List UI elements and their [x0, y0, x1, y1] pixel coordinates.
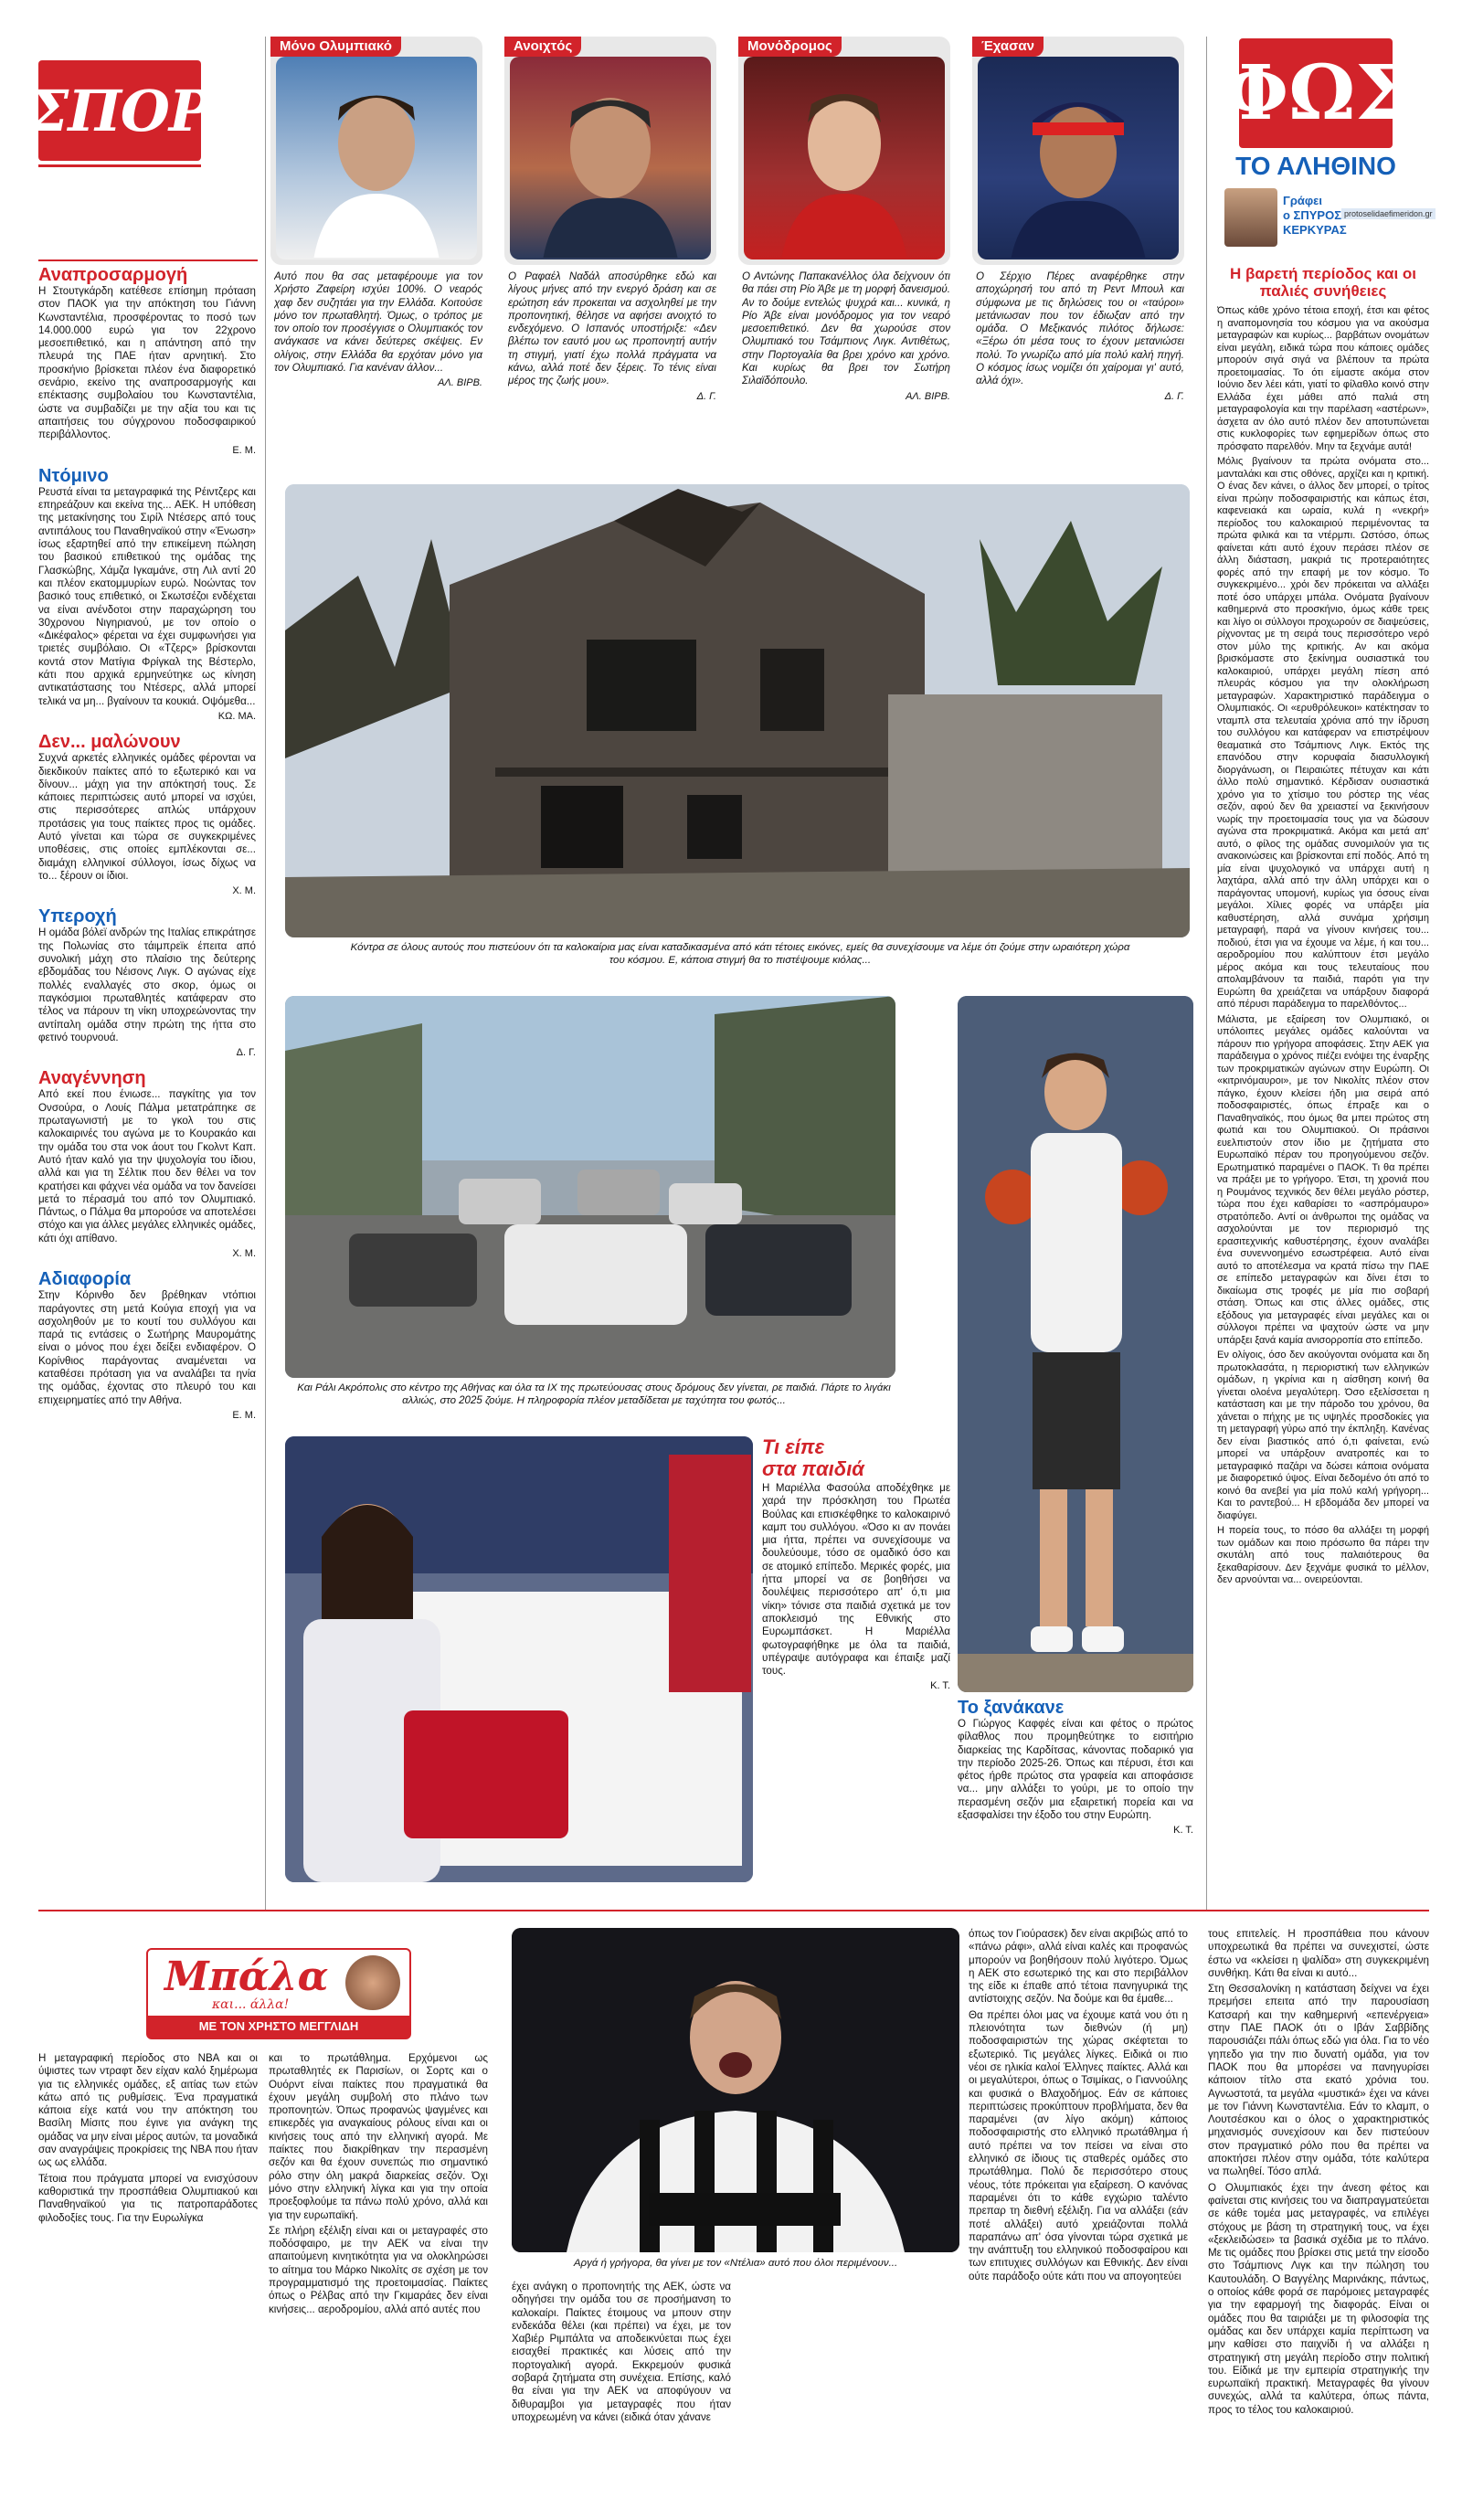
fire-caption: Κόντρα σε όλους αυτούς που πιστεύουν ότι τα καλοκαίρια μας είναι καταδικασμένα από κάτι τέτοιες εικόνες, εμείς θα συνεχίσουμε να λέμε ότι ζούμε στην ωραιότερη χώρα του κόσμου. Ε, κάποια στιγμή θα το πιστέψουμε κιόλας...: [350, 942, 1130, 966]
mini-tag-4: Έχασαν: [972, 37, 1044, 57]
left-sig-2: ΚΩ. ΜΑ.: [217, 710, 256, 722]
left-body-2: Ρευστά είναι τα μεταγραφικά της Ρέιντζερς και επηρεάζουν και εκείνα της... ΑΕΚ. Η υπόθεση της μετακίνησης του Σιρίλ Ντέσερς από τους αντιπάλους του Παναθηναϊκού στην «Ένωση» ίσως εξαρτηθεί από την επικείμενη πώληση του βασικού επιθετικού της ομάδας της Γλασκώβης, Χάμζα Ιγκαμάνε, στη Λιλ αντί 20 και πλέον εκατομμυρίων ευρώ. Νοώντας τον βασικό τους επιθετικό, οι Σκωτσέζοι ενδέχεται να είναι ανένδοτοι στην παραχώρηση του 30χρονου Νιγηριανού, με τον οποίο ο «Δικέφαλος» φέρεται να έχει συμφωνήσει για τριετές συμβόλαιο. Οι «Τζερς» βρίσκονται κοντά στον Ματίγια Φρίγκαλ της Βέστερλο, κάτι που αρχικά ερμηνεύτηκε ως κίνηση αντικατάστασης του Ντέσερς, αλλά μπορεί τελικά να μη... βγαίνουν τα κουκιά. Οψόμεθα...: [38, 485, 256, 707]
left-item-5: [38, 1068, 256, 1260]
mpala-c3: έχει ανάγκη ο προπονητής της ΑΕΚ, ώστε να οδηγήσει την ομάδα του σε προσήμανση το καλοκαίρι. Παίκτες έτοιμους να μπουν στην ενδεκάδα θέλει (και πρέπει) να έχει, με τον Χαβιέρ Ριμπάλτα να αποδεικνύεται πως έχει εισαχθεί πρακτικές και λύσεις από την πορτογαλική αγορά. Εκκρεμούν φυσικά σοβαρά ζητήματα στη συνέχεια. Επίσης, καλό θα είναι για την ΑΕΚ να αποφύγουν να διθυραμβοι για μεταγραφές που ήταν υποχρεωμένη να κάνει (ειδικά όταν χάνανε: [512, 2281, 731, 2423]
mini-box-3: [738, 37, 950, 265]
mpala-col-3: [512, 2281, 731, 2509]
left-text-2: [38, 486, 256, 723]
left-text-3: [38, 752, 256, 897]
left-head-3: Δεν... μαλώνουν: [38, 732, 181, 753]
alithino-title: ΤΟ ΑΛΗΘΙΝΟ: [1235, 152, 1396, 180]
xanakane-body: Ο Γιώργος Καφφές είναι και φέτος ο πρώτος φίλαθλος που προμηθεύτηκε το εισιτήριο διαρκείας της Καρδίτσας, κάνοντας ποδαρικό για την περίοδο 2025-26. Όπως και πέρυσι, έτσι και φέτος ήρθε πρώτος στα γραφεία και αποφάσισε να... μην αλλάξει το γούρι, με το οποίο την περασμένη σεζόν μια εξαιρετική πορεία και να εξασφαλίσει την έξοδο του στην Ευρώπη.: [958, 1718, 1193, 1822]
mpala-col-2: [269, 2052, 488, 2509]
left-body-5: Από εκεί που ένιωσε... παγκίτης για τον Ονσούρα, ο Λουίς Πάλμα μετατράπηκε σε πρωταγωνιστή με το γκολ του στις καλοκαιρινές του αγώνα με το Κουρακάο και την ομάδα του στα νοκ άουτ του Γκολντ Καπ. Αυτό ήταν καλό για την ψυχολογία του ίδιου, αλλά και για τη Σέλτικ που δεν θέλει να τον κρατήσει και φάχνει νέα ομάδα να τον δανείσει μετά το πέρασμά του από τον Ολυμπιακό. Πάντως, ο Πάλμα θα μπορούσε να αποτελέσει στόχο και για άλλες μεγάλες ελληνικές ομάδες, κάτι όχι απίθανο.: [38, 1088, 256, 1244]
fos-logo: [1223, 38, 1409, 148]
tipe-text: [762, 1482, 950, 1866]
fos-logo-text: ΦΩΣ: [1223, 49, 1409, 137]
mini-body-1: Αυτό που θα σας μεταφέρουμε για τον Χρήστο Ζαφείρη ισχύει 100%. Ο νεαρός χαφ δεν συζητάει για την Ελλάδα. Κοιτούσε μόνο τον πρωταθλητή. Όμως, ο τρόπος με τον οποίο τον προσέγγισε ο Ολυμπιακός τον ανάγκασε να κάνει δεύτερες σκέψεις. Εν ολίγοις, στην Ελλάδα θα ερχόταν μόνο για τον Ολυμπιακό. Για κανέναν άλλον...: [274, 270, 482, 375]
left-item-3: [38, 732, 256, 897]
mpala-avatar: [345, 1955, 400, 2010]
mpala-logo-title: Μπάλα: [164, 1954, 329, 2000]
mpala-c1: Η μεταγραφική περίοδος στο NBA και οι ύψιστες των ντραφτ δεν είχαν καλό ξημέρωμα για τις ελληνικές ομάδες, εξ αιτίας των ετών κάτω από τις ρυθμίσεις. Ένα πραγματικά κάποια είχε κατά νου την απόκτηση του Βασίλη Μίσιτς που έγινε για ανάγκη της ομάδας να μην είναι μέρος αυτών, τα μοναδικά σαν αναγράψεις προκρίσεις της NBA που ήταν ως ως ελλάδα.: [38, 2052, 258, 2169]
mini-body-4: Ο Σέρχιο Πέρες αναφέρθηκε στην αποχώρησή του από τη Ρεντ Μπουλ και σύμφωνα με τις δηλώσεις του οι «ταύροι» μετάνιωσαν που τον έδιωξαν από την ομάδα. Ο Μεξικανός πιλότος δήλωσε: «Ξέρω ότι μέσα τους το έχουν μετανιώσει πολύ. Το γνωρίζω από μία πολύ καλή πηγή. Ο κόσμος ίσως νομίζει ότι χαίρομαι γι' αυτό, αλλά όχι».: [976, 270, 1184, 387]
tipe-body: Η Μαριέλλα Φασούλα αποδέχθηκε με χαρά την πρόσκληση του Πρωτέα Βούλας και επισκέφθηκε το καλοκαιρινό καμπ του συλλόγου. «Όσο κι αν πονάει μια ήττα, πρέπει να συνεχίσουμε να δουλεύουμε, τόσο σε ομαδικό όσο και σε ατομικό επίπεδο. Μερικές φορές, μια ήττα μπορεί να σε βοηθήσει να δουλέψεις περισσότερο απ' ό,τι μια νίκη» τόνισε στα παιδιά σχετικά με τον αποκλεισμό της Εθνικής στο Ευρωμπάσκετ. Η Μαριέλλα φωτογραφήθηκε με όλα τα παιδιά, υπέγραψε αυτόγραφα και έπαιξε μαζί τους.: [762, 1482, 950, 1678]
right-head: Η βαρετή περίοδος και οι παλιές συνήθειες: [1230, 265, 1416, 300]
right-p2: Μόλις βγαίνουν τα πρώτα ονόματα στο... μανταλάκι και στις οθόνες, αρχίζει και η κριτική. Ο ένας δεν κάνει, ο άλλος δεν μπορεί, ο τρίτος είναι πρώην ποδοσφαιριστής και κάπως έτσι, καφενειακά και ωραία, κυλά η «νεκρή» περίοδος του καλοκαιριού περιμένοντας τα πρώτα φιλικά και τα ντέρμπι. Ωστόσο, όπως φαίνεται κάτι αυτό έχουν περάσει πλέον σε άλλη διάσταση, μακριά τις προτεραιότητες φορές από την επαφή με τον κόσμο. Το συγκεκριμένο... χρόι δεν πρόκειται να αλλάξει ποτέ όσο υπάρχει μπάλα. Ονόματα βγαίνουν καθημερινά στο προσκήνιο, όμως κάθε τρεις και λίγο οι σύλλογοι προχωρούν σε διαψεύσεις, ρίχνοντας με τη σειρά τους περισσότερο νερό στον μύλο της κριτικής. Αν και ακόμα βρισκόμαστε στο ξεκίνημα ουσιαστικά του καλοκαιριού, υπάρχει μεγάλη πίεση από πλευράς κόσμου για την ολοκλήρωση μεταγραφών. Χαρακτηριστικό παράδειγμα ο Ολυμπιακός. Οι «ερυθρόλευκοι» κατέκτησαν το νταμπλ στα τελευταία χρόνια από την ίδρυση του συλλόγου και κατάφεραν να επιστρέψουν θεαματικά στο Τσάμπιονς Λιγκ. Εκτός της επανόδου στην κορυφαία διασυλλογική διοργάνωση, οι Πειραιώτες πέτυχαν και κάτι άλλο πολύ σημαντικό. Κέρδισαν ουσιαστικά χρόνο για το χτίσιμο του ρόστερ της νέας σεζόν, αφού δεν θα χρειαστεί να ξεκινήσουν νωρίς την προετοιμασία τους για να δώσουν αγώνα στα προκριματικά. Ακόμα και μετά απ' αυτό, ο φίλος της ομάδας συνομιλούν για τις ανακοινώσεις και βρίσκονται επί ποδός. Από τη μία είναι ψυχολογικό να υπάρχει αυτή η λαχτάρα, αλλά από την άλλη υπάρχει και ο παράγοντας υπομονή, κυρίως για όσους είναι μεγάλοι. Χίλιες φορές να υπάρξει μία καθυστέρηση, αλλά συνάμα χρήσιμη μεταγραφή, παρά να γίνουν κινήσεις του... ποδιού, έτσι για να έχουμε να λέμε, ή και του... αεροδρομίου που καλύπτουν έτσι μεγάλο μέρος ακόμα και τους τελευταίους που απολαμβάνουν τα παιδιά, παρότι για την Ευρώπη θα χρειάζεται να υπάρξουν διαφορά από πέρυσι παράδειγμα το παρελθόντος...: [1217, 456, 1429, 1010]
separator-right: [1206, 37, 1207, 1910]
author-avatar: [1224, 188, 1277, 247]
left-sig-6: Ε. Μ.: [232, 1409, 256, 1421]
left-body-3: Συχνά αρκετές ελληνικές ομάδες φέρονται να διεκδικούν παίκτες από το εξωτερικό και να δίνουν... μάχη για την απόκτησή τους. Σε κάποιες περιπτώσεις αυτό μπορεί να ισχύει, στις περισσότερες απλώς υπάρχουν προτάσεις για τους παίκτες προς τις ομάδες. Αυτό γίνεται και τώρα σε συγκεκριμένες υποθέσεις, στις οποίες εμπλέκονται σε... διαμάχη ελληνικοί σύλλογοι, ίσως δίχως να το... ξέρουν οι ίδιοι.: [38, 752, 256, 882]
mini-box-2: [504, 37, 716, 265]
left-head-5: Αναγέννηση: [38, 1068, 146, 1089]
delias-illustration: [512, 1928, 959, 2252]
fasoula-illustration: [285, 1436, 753, 1882]
mpala-col-1: [38, 2052, 258, 2509]
left-text-1: [38, 285, 256, 457]
left-item-2: [38, 466, 256, 723]
mini-text-2: [508, 270, 716, 406]
mpala-col-4: [969, 1928, 1188, 2509]
kaffes-illustration: [958, 996, 1193, 1692]
burned-house-illustration: [285, 484, 1190, 937]
left-body-6: Στην Κόρινθο δεν βρέθηκαν ντόπιοι παράγοντες στη μετά Κούγια εποχή για να ασχοληθούν με το κουτί του συλλόγου και παρά τις εντάσεις ο Σωτήρης Μαυρομάτης είναι ο μόνος που έχει δείξει ενδιαφέρον. Ο Κορίνθιος παράγοντας αναμένεται να καταθέσει πρόταση για να αναλάβει τα ηνία της ομάδας, έχοντας στο πλευρό του και επιχειρηματίες από την Αθήνα.: [38, 1289, 256, 1406]
mpala-col-5: [1208, 1928, 1429, 2509]
traffic-illustration: [285, 996, 895, 1378]
left-body-1: Η Στουτγκάρδη κατέθεσε επίσημη πρόταση στον ΠΑΟΚ για την απόκτηση του Γιάννη Κωνσταντέλια, προσφέροντας το ποσό των 14.000.000 ευρώ για τον 22χρονο μεσοεπιθετικό, και η απάντηση από την πλευρά της ΠΑΕ ήταν αρνητική. Στο προσκήνιο βρίσκεται πλέον ένα διαφορετικό σενάριο, εκείνο της αναπροσαρμογής και επέκτασης συμβολαίου του Κωνσταντέλια, ώστε να συμβαδίζει με την αξία του και τις απαιτήσεις του σύγχρονου ποδοσφαιρικού περιβάλλοντος.: [38, 285, 256, 441]
left-sig-5: Χ. Μ.: [232, 1248, 256, 1259]
tipe-head-2: στα παιδιά: [762, 1457, 864, 1480]
portrait-silhouette-3: [744, 57, 945, 258]
left-sig-1: Ε. Μ.: [232, 444, 256, 456]
traffic-caption: Και Ράλι Ακρόπολις στο κέντρο της Αθήνας και όλα τα ΙΧ της πρωτεύουσας στους δρόμους δεν γίνεται, ρε παιδιά. Πάρτε το λιγάκι αλλιώς, στο 2025 ζούμε. Η πληροφορία πλέον μεταδίδεται με ταχύτητα του φωτός...: [297, 1382, 891, 1406]
mpala-c5: τους επιτελείς. Η προσπάθεια που κάνουν υποχρεωτικά θα πρέπει να συνεχιστεί, ώστε έστω να «κλείσει η ψαλίδα» στη συγκεκριμένη συνθήκη. Κάτι θα είναι κι αυτό...: [1208, 1928, 1429, 1979]
player-portrait-1: [276, 57, 477, 259]
mini-tag-1: Μόνο Ολυμπιακό: [270, 37, 401, 57]
delias-photo: [512, 1928, 959, 2252]
xanakane-text: [958, 1718, 1193, 1888]
tipe-sig: Κ. Τ.: [930, 1680, 950, 1692]
mpala-logo-box: [146, 1948, 411, 2039]
left-item-1: [38, 265, 256, 457]
mini-tag-2: Ανοιχτός: [504, 37, 581, 57]
mini-body-3: Ο Αντώνης Παπακανέλλος όλα δείχνουν ότι θα πάει στη Ρίο Άβε με τη μορφή δανεισμού. Αν το δούμε εντελώς ψυχρά και... κυνικά, η Ρίο Άβε είναι μονόδρομος για τον νεαρό μεσοεπιθετικό. Δεν θα χωρούσε στον Ολυμπιακό του Τσάμπιονς Λιγκ. Αντιθέτως, στην Πορτογαλία θα βρει χρόνο και χρόνο. Και κυρίως θα βρει τον Σωτήρη Σιλαϊδόπουλο.: [742, 270, 950, 387]
mpala-c4b: Θα πρέπει όλοι μας να έχουμε κατά νου ότι η πλειονότητα των διεθνών (ή μη) ποδοσφαιριστών της χώρας σκέφτεται το εξωτερικό. Τις μεγάλες λίγκες. Ειδικά οι πιο νέοι σε ηλικία καλοί Έλληνες παίκτες. Αλλά και οι μεγαλύτεροι, όπως ο Τσιμίκας, ο Γιαννούλης και φυσικά ο Βλαχοδήμος. Εάν σε κάποιες περιπτώσεις προκύπτουν προβλήματα, δεν θα παραμένει (αν λίγο ακόμη) κάποιος ποδοσφαιριστής στο ελληνικό πρωτάθλημα ή αυτό πρέπει να τον πείσει να είναι στο ελληνικό σε ίδιους τις σταθερές ομάδες στο πρωτάθλημα. Πολύ δε περισσότερο στους νέους, τότε πρόκειται για εξαίρεση. Ο κανόνας παραμένει ότι το κάθε εγχώριο ταλέντο πρεπαρ τη διεθνή εξέλιξη. Για να αλλάξει (εάν ποτέ αλλάξει) αυτό χρειάζονται πολλά παραπάνω απ' όσα γίνονται τώρα σχετικά με την ανάπτυξη του ελληνικού ποδοσφαίρου και των επιτυχιες συλλόγων και Εθνικής. Δεν είναι ούτε παράδοξο ούτε κάτι που να απογοητεύει: [969, 2008, 1188, 2282]
right-text: [1217, 305, 1429, 1904]
left-sig-4: Δ. Γ.: [236, 1047, 256, 1059]
spor-logo-text: ΣΠΟΡ: [28, 77, 211, 144]
logo-underline: [38, 164, 201, 167]
tipe-head-1: Τι είπε: [762, 1435, 825, 1458]
mini-sig-1: ΑΛ. ΒΙΡΒ.: [438, 377, 482, 389]
left-sig-3: Χ. Μ.: [232, 885, 256, 897]
bottom-divider: [38, 1910, 1429, 1911]
player-portrait-4: [978, 57, 1179, 259]
right-p4: Εν ολίγοις, όσο δεν ακούγονται ονόματα και δη πρωτοκλασάτα, η περιοριστική των ελληνικών ομάδων, η γκρίνια και η αίσθηση κοινή θα γίνεται ολοένα μεγαλύτερη. Όσο εξελίσσεται η κατάσταση και με την πάροδο του χρόνου, θα χάνεται ο πήχης με τις υψηλές προσδοκίες για τη μεταγραφή γύρω από την έκπληξη. Κανένας δεν είναι βιαστικός από ό,τι φαίνεται, ενώ μπορεί να υπάρξουν ανατροπές και το μεταγραφικό παζάρι να δώσει κάποια ονόματα με διαφορετικό ύψος. Είναι δεδομένο ότι από το κοινό θα ανεβεί για μία πολύ καλή γρήγορη... Και το ραντεβού... Η εβδομάδα δεν μπορεί να διαφύγει.: [1217, 1350, 1429, 1521]
left-text-6: [38, 1289, 256, 1422]
mpala-c2: και το πρωτάθλημα. Ερχόμενοι ως πρωταθλητές εκ Παρισίων, οι Σορτς και ο Ουόρντ είναι παίκτες που πραγματικά θα έχουν μεγάλη συμβολή στο πλάνο των προπονητών. Όπως προφανώς ψαγμένες και επικερδές για αναγκαίους ρόλους είναι και οι κινήσεις τους από την ελληνική αγορά. Με παίκτες που διακρίθηκαν την περασμένη σεζόν και θα έχουν συνεπώς πιο σημαντικό ρόλο στην όλη μακρά διαρκείας σεζόν. Όχι μόνο στην ελληνική λίγκα και για την οποία προεξοφλούμε τα πάνω πολύ χρόνο, αλλά και για την ευρωπαϊκή.: [269, 2052, 488, 2221]
spor-logo: [28, 60, 211, 161]
author-grafei: Γράφει: [1283, 194, 1322, 207]
author-first: ο ΣΠΥΡΟΣ: [1283, 208, 1341, 222]
mpala-c5c: Ο Ολυμπιακός έχει την άνεση φέτος και φαίνεται στις κινήσεις του να διαπραγματεύεται σε κάθε τομέα μας μεταγραφές, να επιλέγει στόχους με βάση τη στρατηγική τους, να έχει «ξεκλειδώσει» τα βασικά σχέδια με το πλάνο. Με τις ομάδες που βρίσκει στις μετά την είσοδο στο Τσάμπιονς Λιγκ και την πώληση του Καυτουλάδη. Ο Βαγγέλης Μαρινάκης, πάντως, ο οποίος κάθε φορά σε παρόμοιες μεταγραφές για την εφαρμογή της διαφοράς. Είναι οι ομάδες που θα ταιριάξει με τη φιλοσοφία της ομάδας και δεν υπάρχει καμία περίπτωση να μην καθίσει στο παιχνίδι ή να αλλάξει η στρατηγική στη μεγάλη περίοδο στην πολιτική του. Είδικά με την εμπειρία στρατηγικής την ευρωπαϊκή πρακτική. Μεταγραφές θα γίνουν συνεχώς, αλλά τα καλύτερα, όπως πάντα, προς το τέλος του καλοκαιριού.: [1208, 2181, 1429, 2416]
right-p1: Όπως κάθε χρόνο τέτοια εποχή, έτσι και φέτος η αναπομονησία του κόσμου για να ακούσμα μεταγραφών και κυρίως... βαρβάτων ονομάτων είναι μεγάλη, ειδικά τώρα που κάποιες ομάδες μπορούν σιγά σιγά να βλέπουν τα πρώτα προετοιμασίας. Το ότι είμαστε ακόμα στον Ιούνιο δεν λέει κάτι, γιατί το φίλαθλο κοινό στην Ελλάδα έχει μάθει από παλιά στη μεταγραφολογία και την παρέλαση «αστέρων», άσχετα αν όλο αυτό πλέον δεν αποτυπώνεται στις κυκλοφορίες των εφημερίδων όπως στο πρόσφατο παρελθόν. Μην τα ξεχνάμε αυτά!: [1217, 305, 1429, 452]
mini-tag-3: Μονόδρομος: [738, 37, 842, 57]
mini-sig-4: Δ. Γ.: [1164, 390, 1184, 402]
traffic-photo: [285, 996, 895, 1378]
mini-sig-2: Δ. Γ.: [696, 390, 716, 402]
mpala-c1b: Τέτοια που πράγματα μπορεί να ενισχύσουν καθοριστικά την προσπάθεια Ολυμπιακού και Παναθηναϊκού για τις πατροπαράδοτες φιλοδοξίες τους. Για την Ευρωλίγκα: [38, 2172, 258, 2224]
mini-body-2: Ο Ραφαέλ Ναδάλ αποσύρθηκε εδώ και λίγους μήνες από την ενεργό δράση και σε ερώτηση εάν προκειται να ασχοληθεί με την προπονητική, θέλησε να αφήσει ανοιχτό το ενδεχόμενο. Ο Ισπανός υποστήριξε: «Δεν βλέπω τον εαυτό μου ως προπονητή αυτήν τη στιγμή, γιατί έχω πολλά πράγματα να κάνω, αλλά ποτέ δεν ξέρεις. Το τένις είναι μέρος της ζωής μου».: [508, 270, 716, 387]
xanakane-head: Το ξανάκανε: [958, 1698, 1065, 1718]
mpala-c4: όπως τον Γιούρασεκ) δεν είναι ακριβώς από το «πάνω ράφι», αλλά είναι καλές και προφανώς μπορούν να βοηθήσουν πολύ λιγότερο. Όμως η ΑΕΚ στο εσωτερικό της και στο περιβάλλον της είδε κι έπαθε από τέτοια πανηγυρικά της αντίστοιχης σεζόν. Να δούμε και θα έμαθε...: [969, 1928, 1188, 2006]
portrait-silhouette-2: [510, 57, 711, 258]
fasoula-photo: [285, 1436, 753, 1882]
left-head-6: Αδιαφορία: [38, 1269, 132, 1290]
mini-text-1: [274, 270, 482, 406]
xanakane-sig: Κ. Τ.: [1173, 1825, 1193, 1837]
right-p3: Μάλιστα, με εξαίρεση τον Ολυμπιακό, οι υπόλοιπες μεγάλες ομάδες καλούνται να πάρουν πιο γρήγορα αποφάσεις. Στην ΑΕΚ για παράδειγμα ο χρόνος πιέζει ενόψει της έναρξης των προκριματικών αγώνων στην Ευρώπη. Οι «κιτρινόμαυροι», με τον Νικολίτς πλέον στον πάγκο, έχουν κλείσει ήδη μια σειρά από ποδοσφαιριστές, όπως έπραξε και ο Παναθηναϊκός, που όμως θα μπει πρώτος στη φωτιά και του Ολυμπιακού. Οι πράσινοι ευελπιστούν στον ίδιο με ζητήματα στο Ευρωπαϊκό πέραν του προηγούμενου σεζόν. Ερωτηματικό παραμένει ο ΠΑΟΚ. Τι θα πρέπει να πράξει με το γρήγορο. Έτσι, τη χρονιά που η Ρουμάνος τεχνικός δεν θέλει μεγάλο ρόστερ, τώρα που έχει καθαρίσει το «ασπρόμαυρο» στρατόπεδο. Αντί οι άνθρωποι της ομάδας να ασχολούνται με τον περιορισμό της ερασιτεχνικής καθυστέρησης, έχουν αναλάβει ένα συνεννοημένο εσωστρέφεια. Αυτό είναι αυτό το αποτέλεσμα να κρατά πίσω την ΠΑΕ σε επίπεδο μεταγραφών και δίνει έτσι το δικαίωμα στις τροφές με μία πιο σοβαρή στάση. Όπως και στις άλλες ομάδες, στις εξόδους για μεταγραφές είναι μεγάλες και οι σύλλογοι πρέπει να ψαχτούν ώστε να μην υπάρξει ξανά καμία ανισορροπία στο επίπεδο.: [1217, 1013, 1429, 1346]
left-body-4: Η ομάδα βόλεϊ ανδρών της Ιταλίας επικράτησε της Πολωνίας στο τάιμπρεϊκ έπειτα από συνολική μάχη στο πλαίσιο της δεύτερης εβδομάδας του Νέισονς Λιγκ. Ο αγώνας είχε πολλές εναλλαγές στο σκορ, όμως οι παγκόσμιοι πρωταθλητές κατάφεραν στο τέλος να πάρουν τη νίκη υποχρεώνοντας την αντίπαλη ομάδα στην πρώτη της ήττα στο φετινό τουρνουά.: [38, 926, 256, 1043]
portrait-silhouette-1: [276, 57, 477, 258]
mini-text-3: [742, 270, 950, 406]
player-portrait-3: [744, 57, 945, 259]
delias-caption: Αργά ή γρήγορα, θα γίνει με τον «Ντέλια» αυτό που όλοι περιμένουν...: [573, 2258, 898, 2269]
player-portrait-2: [510, 57, 711, 259]
left-head-4: Υπεροχή: [38, 906, 117, 927]
right-column: [1217, 265, 1429, 1901]
mini-box-4: [972, 37, 1184, 265]
left-text-4: [38, 926, 256, 1059]
mpala-logo-sub: και... άλλα!: [212, 1997, 290, 2012]
left-item-6: [38, 1269, 256, 1422]
kaffes-photo: [958, 996, 1193, 1692]
right-p5: Η πορεία τους, το πόσο θα αλλάξει τη μορφή των ομάδων και ποιο πρόσωπο θα πάρει την σκυτάλη από τους παλαιότερους θα ξεκαθαρίσουν. Δεν ξεχνάμε φυσικά το μέλλον, δεν αρνούνται να... ονειρεύονται.: [1217, 1525, 1429, 1585]
mini-text-4: [976, 270, 1184, 406]
portrait-silhouette-4: [978, 57, 1179, 258]
watermark: protoselidaefimeridon.gr: [1341, 208, 1436, 219]
xanakane-block: [958, 1698, 1193, 1888]
left-head-1: Αναπροσαρμογή: [38, 265, 188, 285]
mpala-c2b: Σε πλήρη εξέλιξη είναι και οι μεταγραφές στο ποδόσφαιρο, με την ΑΕΚ να είναι την απαιτούμενη κινητικότητα για να ολοκληρώσει το αίτημα του Μάρκο Νικολίτς σε σχέση με τον προγραμματισμό της προετοιμασίας. Παίκτες όπως ο Ρέλβας από την Γκιμαράες δεν είναι κινήσεις... αεροδρομίου, αλλά από αυτές που: [269, 2224, 488, 2315]
author-last: ΚΕΡΚΥΡΑΣ: [1283, 223, 1347, 237]
left-text-5: [38, 1088, 256, 1260]
mpala-c5b: Στη Θεσσαλονίκη η κατάσταση δείχνει να έχει πρεμήσει επειτα από την παρουσίαση Κατσαρή και την καθημερινή «επενέργεια» στην ΠΑΕ ΠΑΟΚ ότι ο Ιβάν Σαββίδης παρουσιάζει πάλι όπως εδώ για όλα. Για το νέο γηπεδο για την πιο δυνατή ομάδα, για τον ΠΑΟΚ που θα μπορέσει να πανηγυρίσει κάποιον τίτλο στα εκατό χρόνια του. Αγνωστοτά, τα μεγάλα «μυστικά» έχει να κάνει με τον Γιάννη Κωνσταντέλια. Εάν το κλαμπ, ο Λουτσέσκου και ο όλος ο χαρακτηριστικός μηχανισμός συνεχίσουν και δεν πιστεύουν στον πραγματικό ρόλο που θα πρέπει να αποκτήσει πλέον στην ομάδα, τότε καλύτερα να πωληθεί. Τόσο απλά.: [1208, 1983, 1429, 2178]
fire-photo: [285, 484, 1190, 937]
separator-left: [265, 37, 266, 1910]
left-column: [38, 261, 256, 1933]
mpala-byline: ΜΕ ΤΟΝ ΧΡΗΣΤΟ ΜΕΓΓΛΙΔΗ: [148, 2016, 409, 2038]
left-item-4: [38, 906, 256, 1059]
mini-sig-3: ΑΛ. ΒΙΡΒ.: [906, 390, 950, 402]
mini-box-1: [270, 37, 482, 265]
left-head-2: Ντόμινο: [38, 465, 109, 486]
tipe-block: [762, 1436, 950, 1866]
